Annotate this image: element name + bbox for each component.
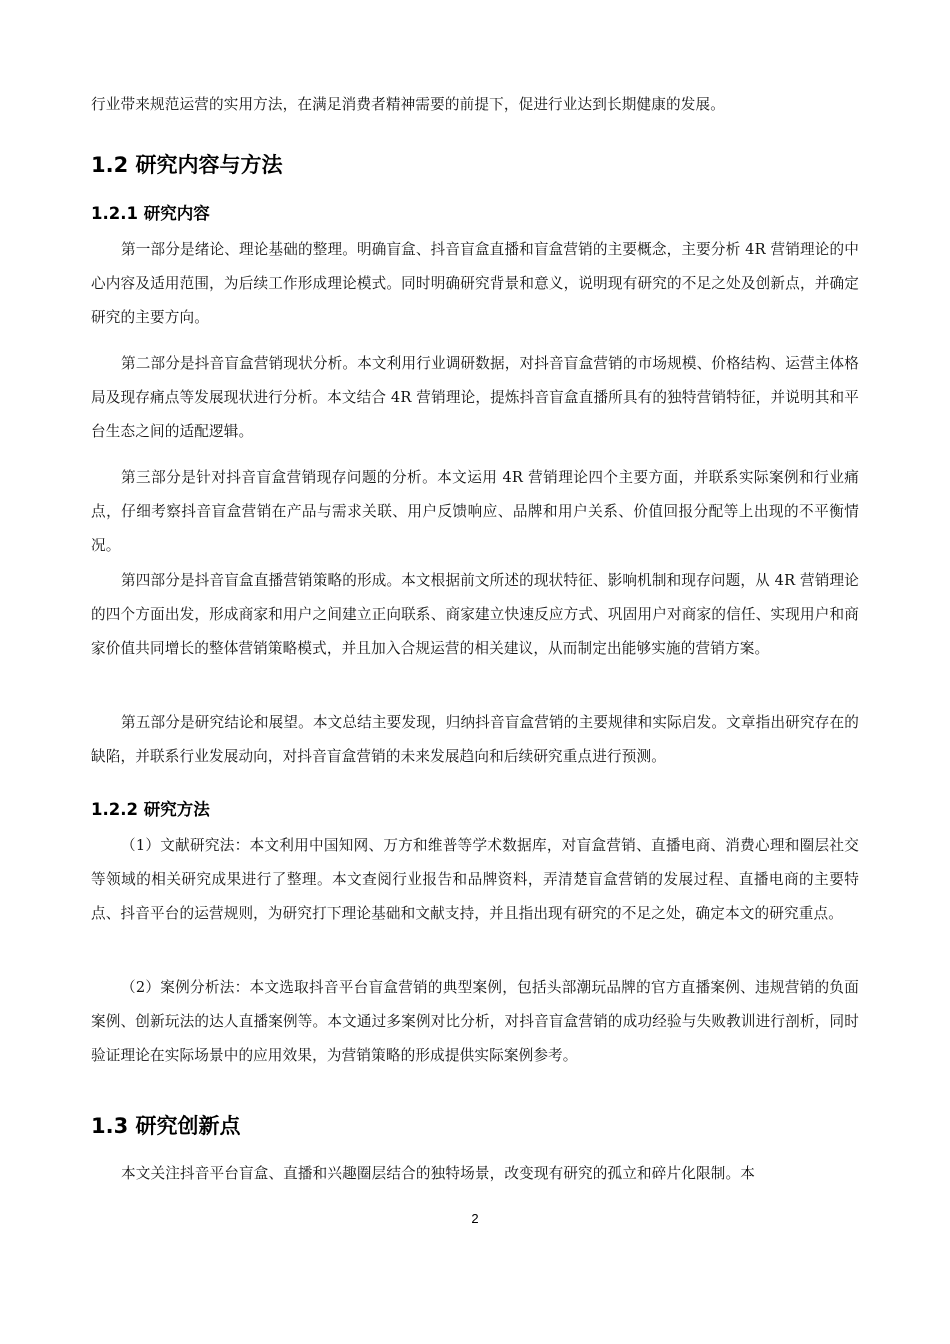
subsection-heading-1-2-2: 1.2.2 研究方法 bbox=[91, 800, 210, 819]
intro-paragraph: 行业带来规范运营的实用方法，在满足消费者精神需要的前提下，促进行业达到长期健康的发展。 bbox=[91, 96, 725, 113]
body-paragraph: 本文关注抖音平台盲盒、直播和兴趣圈层结合的独特场景，改变现有研究的孤立和碎片化限制。本 bbox=[121, 1165, 755, 1182]
page-number: 2 bbox=[471, 1211, 479, 1226]
body-paragraph: （1）文献研究法：本文利用中国知网、万方和维普等学术数据库，对盲盒营销、直播电商、消费心理和圈层社交等领域的相关研究成果进行了整理。本文查阅行业报告和品牌资料，弄清楚盲盒营销的发展过程、直播电商的主要特点、抖音平台的运营规则，为研究打下理论基础和文献支持，并且指出现有研究的不足之处，确定本文的研究重点。 bbox=[91, 837, 859, 922]
section-heading-1-2: 1.2 研究内容与方法 bbox=[91, 153, 283, 177]
section-heading-1-3: 1.3 研究创新点 bbox=[91, 1114, 241, 1138]
body-paragraph: 第五部分是研究结论和展望。本文总结主要发现，归纳抖音盲盒营销的主要规律和实际启发。文章指出研究存在的缺陷，并联系行业发展动向，对抖音盲盒营销的未来发展趋向和后续研究重点进行预测。 bbox=[91, 714, 859, 765]
body-paragraph: 第一部分是绪论、理论基础的整理。明确盲盒、抖音盲盒直播和盲盒营销的主要概念，主要分析 4R 营销理论的中心内容及适用范围，为后续工作形成理论模式。同时明确研究背景和意义，说明现有研究的不足之处及创新点，并确定研究的主要方向。 bbox=[91, 241, 859, 326]
body-paragraph: （2）案例分析法：本文选取抖音平台盲盒营销的典型案例，包括头部潮玩品牌的官方直播案例、违规营销的负面案例、创新玩法的达人直播案例等。本文通过多案例对比分析，对抖音盲盒营销的成功经验与失败教训进行剖析，同时验证理论在实际场景中的应用效果，为营销策略的形成提供实际案例参考。 bbox=[91, 979, 859, 1064]
body-paragraph: 第四部分是抖音盲盒直播营销策略的形成。本文根据前文所述的现状特征、影响机制和现存问题，从 4R 营销理论的四个方面出发，形成商家和用户之间建立正向联系、商家建立快速反应方式、巩固用户对商家的信任、实现用户和商家价值共同增长的整体营销策略模式，并且加入合规运营的相关建议，从而制定出能够实施的营销方案。 bbox=[91, 572, 859, 657]
subsection-heading-1-2-1: 1.2.1 研究内容 bbox=[91, 204, 210, 223]
body-paragraph: 第三部分是针对抖音盲盒营销现存问题的分析。本文运用 4R 营销理论四个主要方面，并联系实际案例和行业痛点，仔细考察抖音盲盒营销在产品与需求关联、用户反馈响应、品牌和用户关系、价值回报分配等上出现的不平衡情况。 bbox=[91, 469, 859, 554]
document-page bbox=[91, 0, 859, 1344]
body-paragraph: 第二部分是抖音盲盒营销现状分析。本文利用行业调研数据，对抖音盲盒营销的市场规模、价格结构、运营主体格局及现存痛点等发展现状进行分析。本文结合 4R 营销理论，提炼抖音盲盒直播所具有的独特营销特征，并说明其和平台生态之间的适配逻辑。 bbox=[91, 355, 859, 440]
